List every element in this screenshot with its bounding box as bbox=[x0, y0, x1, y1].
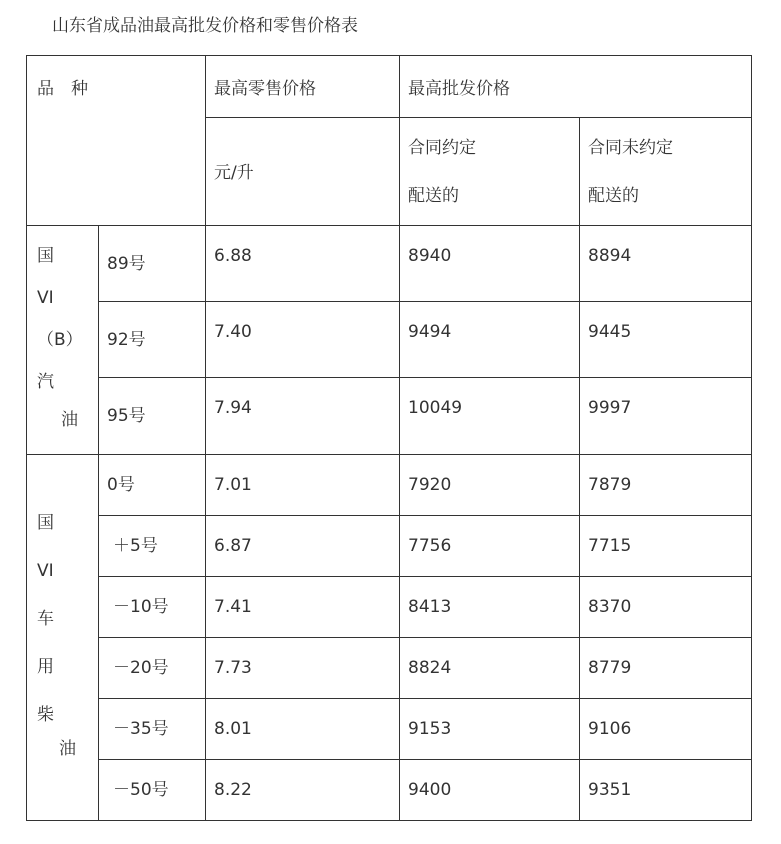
noncontract-price: 8370 bbox=[588, 597, 632, 617]
grade: 0号 bbox=[107, 475, 135, 495]
contract-price: 9494 bbox=[408, 322, 452, 342]
contract-cell bbox=[400, 638, 580, 699]
diesel-label-char: VI bbox=[37, 561, 54, 581]
noncontract-price: 8779 bbox=[588, 658, 632, 678]
contract-price: 7920 bbox=[408, 475, 452, 495]
retail-price: 7.73 bbox=[214, 658, 252, 678]
retail-cell bbox=[206, 226, 400, 302]
contract-price: 10049 bbox=[408, 398, 463, 418]
header-variety: 品 种 bbox=[37, 79, 88, 99]
contract-cell bbox=[400, 378, 580, 455]
grade-cell bbox=[99, 699, 206, 760]
noncontract-price: 9997 bbox=[588, 398, 632, 418]
table-row bbox=[27, 378, 752, 455]
header-retail: 最高零售价格 bbox=[214, 79, 316, 99]
noncontract-cell bbox=[580, 455, 752, 516]
diesel-label-char: 国 bbox=[37, 513, 54, 533]
contract-price: 8413 bbox=[408, 597, 452, 617]
retail-cell bbox=[206, 699, 400, 760]
contract-price: 9400 bbox=[408, 780, 452, 800]
retail-price: 6.87 bbox=[214, 536, 252, 556]
contract-price: 7756 bbox=[408, 536, 452, 556]
gasoline-label-char: （B） bbox=[37, 330, 83, 350]
noncontract-cell bbox=[580, 638, 752, 699]
grade-cell bbox=[99, 760, 206, 821]
noncontract-cell bbox=[580, 516, 752, 577]
grade: －35号 bbox=[113, 719, 169, 739]
noncontract-cell bbox=[580, 577, 752, 638]
grade-cell bbox=[99, 378, 206, 455]
diesel-label-char: 车 bbox=[37, 609, 54, 629]
noncontract-cell bbox=[580, 226, 752, 302]
retail-price: 6.88 bbox=[214, 246, 252, 266]
header-variety-cell bbox=[27, 56, 206, 226]
grade-cell bbox=[99, 302, 206, 378]
table-row bbox=[27, 577, 752, 638]
grade: －10号 bbox=[113, 597, 169, 617]
noncontract-cell bbox=[580, 699, 752, 760]
grade: 92号 bbox=[107, 330, 146, 350]
grade: ＋5号 bbox=[113, 536, 158, 556]
retail-price: 7.94 bbox=[214, 398, 252, 418]
retail-cell bbox=[206, 455, 400, 516]
header-unit-cell bbox=[206, 118, 400, 226]
noncontract-price: 8894 bbox=[588, 246, 632, 266]
gasoline-label-char: 国 bbox=[37, 246, 54, 266]
gasoline-group-cell bbox=[27, 226, 99, 455]
grade: －20号 bbox=[113, 658, 169, 678]
noncontract-price: 7879 bbox=[588, 475, 632, 495]
retail-cell bbox=[206, 516, 400, 577]
noncontract-cell bbox=[580, 302, 752, 378]
contract-cell bbox=[400, 577, 580, 638]
table-row bbox=[27, 302, 752, 378]
contract-cell bbox=[400, 226, 580, 302]
contract-price: 8824 bbox=[408, 658, 452, 678]
retail-cell bbox=[206, 638, 400, 699]
gasoline-group-label bbox=[27, 226, 98, 432]
noncontract-price: 9351 bbox=[588, 780, 632, 800]
table-row bbox=[27, 760, 752, 821]
contract-cell bbox=[400, 455, 580, 516]
grade: 95号 bbox=[107, 406, 146, 426]
diesel-group-cell bbox=[27, 455, 99, 821]
header-contract-line2: 配送的 bbox=[408, 186, 459, 206]
diesel-label-char: 油 bbox=[59, 739, 76, 759]
header-contract-cell bbox=[400, 118, 580, 226]
gasoline-label-char: 油 bbox=[61, 410, 78, 430]
contract-cell bbox=[400, 760, 580, 821]
gasoline-label-char: 汽 bbox=[37, 372, 54, 392]
table-row bbox=[27, 516, 752, 577]
noncontract-price: 7715 bbox=[588, 536, 632, 556]
grade-cell bbox=[99, 577, 206, 638]
noncontract-price: 9106 bbox=[588, 719, 632, 739]
contract-cell bbox=[400, 302, 580, 378]
grade-cell bbox=[99, 638, 206, 699]
table-row bbox=[27, 455, 752, 516]
retail-price: 8.01 bbox=[214, 719, 252, 739]
header-wholesale: 最高批发价格 bbox=[408, 79, 510, 99]
retail-cell bbox=[206, 760, 400, 821]
contract-cell bbox=[400, 699, 580, 760]
grade-cell bbox=[99, 226, 206, 302]
noncontract-price: 9445 bbox=[588, 322, 632, 342]
contract-price: 8940 bbox=[408, 246, 452, 266]
retail-cell bbox=[206, 378, 400, 455]
header-unit: 元/升 bbox=[214, 163, 254, 183]
header-wholesale-cell bbox=[400, 56, 752, 118]
retail-cell bbox=[206, 302, 400, 378]
contract-price: 9153 bbox=[408, 719, 452, 739]
gasoline-label-char: VI bbox=[37, 288, 54, 308]
header-contract-line1: 合同约定 bbox=[408, 138, 476, 158]
grade-cell bbox=[99, 516, 206, 577]
grade: 89号 bbox=[107, 254, 146, 274]
retail-price: 7.01 bbox=[214, 475, 252, 495]
diesel-label-char: 用 bbox=[37, 657, 54, 677]
noncontract-cell bbox=[580, 760, 752, 821]
contract-cell bbox=[400, 516, 580, 577]
diesel-label-char: 柴 bbox=[37, 705, 54, 725]
header-noncontract-line2: 配送的 bbox=[588, 186, 639, 206]
grade-cell bbox=[99, 455, 206, 516]
retail-price: 7.40 bbox=[214, 322, 252, 342]
noncontract-cell bbox=[580, 378, 752, 455]
header-row-1 bbox=[27, 56, 752, 118]
page-title: 山东省成品油最高批发价格和零售价格表 bbox=[52, 16, 358, 36]
retail-price: 7.41 bbox=[214, 597, 252, 617]
price-table bbox=[26, 55, 752, 821]
retail-cell bbox=[206, 577, 400, 638]
table-row bbox=[27, 699, 752, 760]
diesel-group-label bbox=[27, 455, 98, 761]
table-row bbox=[27, 638, 752, 699]
header-noncontract-cell bbox=[580, 118, 752, 226]
table-row bbox=[27, 226, 752, 302]
header-retail-cell bbox=[206, 56, 400, 118]
header-noncontract-line1: 合同未约定 bbox=[588, 138, 673, 158]
retail-price: 8.22 bbox=[214, 780, 252, 800]
grade: －50号 bbox=[113, 780, 169, 800]
